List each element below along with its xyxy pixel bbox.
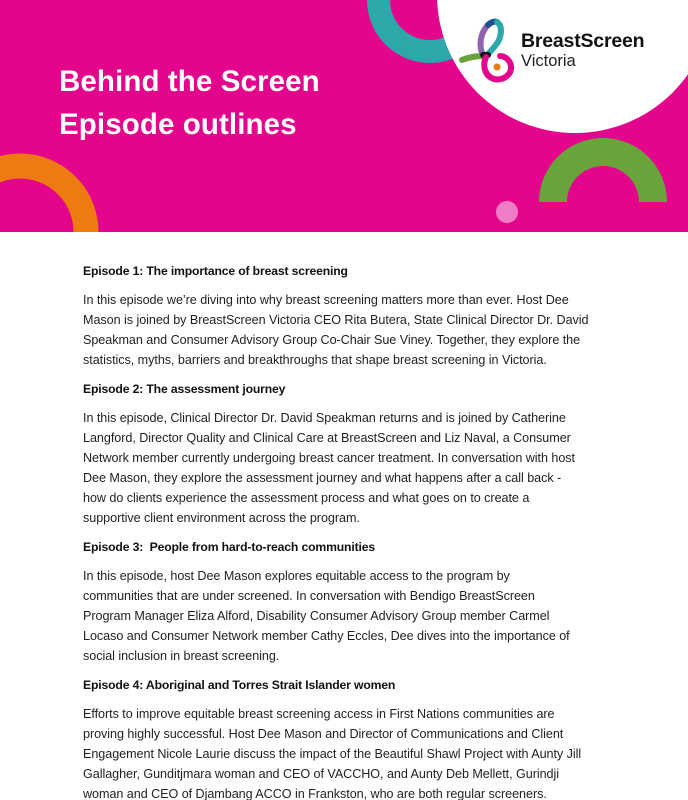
text-line: Efforts to improve equitable breast screening access in First Nations communities are xyxy=(83,707,555,721)
episode-heading: Episode 2: The assessment journey xyxy=(83,382,286,396)
text-line: Speakman and Consumer Advisory Group Co-Chair Sue Viney. Together, they explore the xyxy=(83,333,581,347)
orange-ring-shape xyxy=(0,166,86,232)
text-line: Langford, Director Quality and Clinical Care at BreastScreen and Liz Naval, a Consumer xyxy=(83,431,571,445)
episode-4 xyxy=(83,676,613,800)
title-line-2: Episode outlines xyxy=(59,108,297,141)
text-line: Program Manager Eliza Alford, Disability Consumer Advisory Group member Carmel xyxy=(83,609,550,623)
header-banner xyxy=(0,0,688,232)
episode-description xyxy=(83,408,613,528)
episode-heading: Episode 1: The importance of breast screening xyxy=(83,264,348,278)
text-line: Gallagher, Gunditjmara woman and CEO of VACCHO, and Aunty Deb Mellett, Gurindji xyxy=(83,767,560,781)
logo-brand-name: BreastScreen xyxy=(521,30,645,52)
text-line: woman and CEO of Djambang ACCO in Frankston, who are both regular screeners. xyxy=(83,787,547,800)
text-line: In this episode, Clinical Director Dr. David Speakman returns and is joined by Catherine xyxy=(83,411,566,425)
logo-circle-shape xyxy=(437,0,688,133)
episode-heading: Episode 3: People from hard-to-reach communities xyxy=(83,540,375,554)
text-line: supportive client environment across the program. xyxy=(83,511,360,525)
text-line: how do clients experience the assessment process and what goes on to create a xyxy=(83,491,530,505)
episode-description xyxy=(83,290,613,370)
episode-1 xyxy=(83,262,613,370)
episode-description xyxy=(83,566,613,666)
text-line: Engagement Nicole Laurie discuss the impact of the Beautiful Shawl Project with Aunty Jill xyxy=(83,747,582,761)
text-line: social inclusion in breast screening. xyxy=(83,649,280,663)
episode-description xyxy=(83,704,613,800)
episode-heading: Episode 4: Aboriginal and Torres Strait Islander women xyxy=(83,678,396,692)
text-line: Network member currently undergoing breast cancer treatment. In conversation with host xyxy=(83,451,575,465)
page-title xyxy=(59,60,320,146)
text-line: Mason is joined by BreastScreen Victoria CEO Rita Butera, State Clinical Director Dr. David xyxy=(83,313,589,327)
episode-list xyxy=(83,262,613,800)
orange-logo-dot xyxy=(494,64,501,71)
text-line: In this episode we’re diving into why breast screening matters more than ever. Host Dee xyxy=(83,293,569,307)
title-line-1: Behind the Screen xyxy=(59,65,320,98)
episode-2 xyxy=(83,380,613,528)
text-line: In this episode, host Dee Mason explores equitable access to the program by xyxy=(83,569,510,583)
episode-3 xyxy=(83,538,613,666)
pink-dot-shape xyxy=(496,201,518,223)
text-line: communities that are under screened. In conversation with Bendigo BreastScreen xyxy=(83,589,535,603)
text-line: Locaso and Consumer Network member Cathy Eccles, Dee dives into the importance of xyxy=(83,629,570,643)
logo-sub-name: Victoria xyxy=(521,52,576,70)
green-arch-shape xyxy=(539,138,667,202)
text-line: proving highly successful. Host Dee Mason and Director of Communications and Client xyxy=(83,727,564,741)
text-line: Dee Mason, they explore the assessment journey and what happens after a call back - xyxy=(83,471,562,485)
text-line: statistics, myths, barriers and breakthroughs that shape breast screening in Victoria. xyxy=(83,353,547,367)
